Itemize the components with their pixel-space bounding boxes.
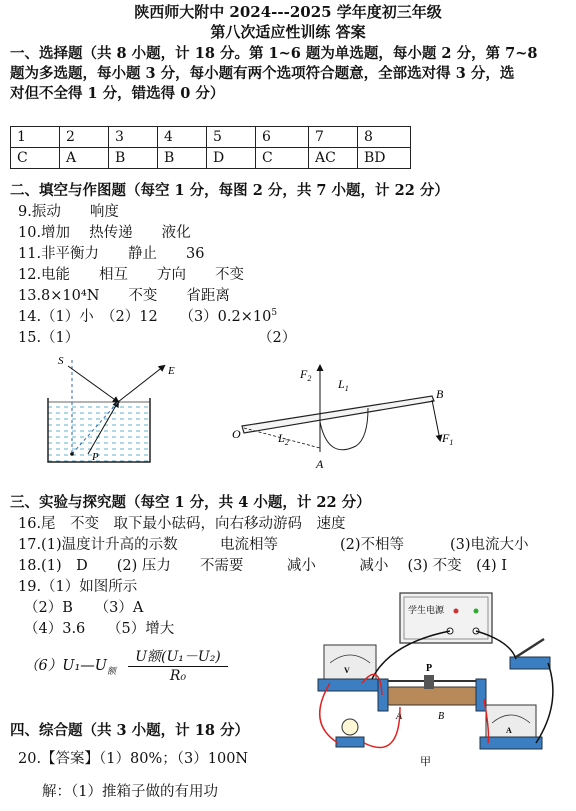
label-l1: $L_1$ — [338, 377, 349, 393]
wire-lamp-rheostat — [364, 707, 400, 748]
reflected-ray — [118, 366, 164, 402]
section1-heading-line2: 题为多选题，每小题 3 分，每小题有两个选项符合题意，全部选对得 3 分，选 — [10, 65, 515, 82]
lever-bar — [242, 396, 434, 433]
section1-heading-line3: 对但不全得 1 分，错选得 0 分） — [10, 85, 225, 102]
lever-diagram — [228, 360, 478, 475]
voltmeter — [324, 645, 376, 681]
page-subtitle: 第八次适应性训练 答案 — [210, 23, 366, 41]
answer-cell: B — [109, 148, 158, 169]
answer-q19-6-text: （6）U₁—U — [24, 658, 107, 674]
formula-numerator: U额(U₁－U₂) — [128, 646, 228, 667]
power-supply-box — [400, 593, 492, 643]
rheostat-slider — [424, 675, 434, 689]
answer-q15-part1: 15.（1） — [18, 330, 80, 346]
answer-table — [10, 126, 411, 169]
svg-text:A: A — [506, 726, 512, 735]
answer-q20: 20.【答案】（1）80%；（3）100N — [18, 751, 249, 767]
circuit-caption: 甲 — [420, 756, 431, 768]
answer-cell: C — [11, 148, 60, 169]
voltmeter-base — [318, 679, 382, 691]
answer-cell: B — [158, 148, 207, 169]
answer-q13: 13.8×10⁴N 不变 省距离 — [18, 288, 230, 304]
wire-voltmeter-lamp — [320, 683, 338, 743]
answer-q19-2: （2）B （3）A — [24, 600, 144, 616]
answer-q17-part3: (2)不相等 — [340, 537, 405, 553]
answer-q17-part2: 电流相等 — [220, 537, 278, 553]
question-number-cell: 7 — [309, 127, 358, 148]
circuit-diagram — [300, 583, 568, 773]
label-p: P — [92, 451, 99, 463]
answer-cell: BD — [358, 148, 411, 169]
section3-heading: 三、实验与探究题（每空 1 分，共 4 小题，计 22 分） — [10, 494, 371, 511]
svg-text:V: V — [344, 666, 350, 675]
page-title: 陕西师大附中 2024---2025 学年度初三年级 — [134, 3, 442, 21]
lamp-bulb — [342, 719, 358, 735]
question-number-cell: 5 — [207, 127, 256, 148]
answer-q17-part1: 17.(1)温度计升高的示数 — [18, 537, 178, 553]
answer-q20-solution: 解：（1）推箱子做的有用功 — [42, 784, 218, 800]
answer-q14 — [18, 307, 277, 327]
answer-cell: A — [60, 148, 109, 169]
refraction-diagram — [40, 350, 200, 470]
image-point — [70, 452, 74, 456]
water-region — [48, 402, 150, 462]
question-number-cell: 2 — [60, 127, 109, 148]
answer-q11: 11.非平衡力 静止 36 — [18, 246, 205, 262]
wire-switch-ammeter — [536, 663, 553, 743]
answer-q12: 12.电能 相互 方向 不变 — [18, 267, 245, 283]
answer-q15-part2: （2） — [258, 330, 297, 346]
label-f2: $F_2$ — [300, 367, 312, 383]
rheostat-label-p: P — [426, 663, 433, 674]
rheostat-label-a: A — [396, 711, 403, 722]
answer-q19-6 — [24, 656, 116, 676]
answer-q17-part4: (3)电流大小 — [450, 537, 529, 553]
section4-heading: 四、综合题（共 3 小题，计 18 分） — [10, 722, 249, 739]
answer-q19-4: （4）3.6 （5）增大 — [24, 621, 175, 637]
answer-q18: 18.(1) D (2) 压力 不需要 减小 减小 (3) 不变 (4) I — [18, 558, 508, 574]
answer-q14-exponent: 5 — [271, 308, 278, 319]
ammeter-base — [480, 737, 542, 749]
answer-cell: D — [207, 148, 256, 169]
label-o: O — [232, 427, 241, 441]
formula-denominator: R₀ — [169, 668, 187, 684]
question-number-cell: 6 — [256, 127, 309, 148]
label-a: A — [316, 457, 324, 471]
label-l2: $L_2$ — [278, 431, 289, 447]
label-e: E — [168, 365, 175, 377]
switch-lever — [516, 639, 544, 657]
rheostat-coil — [384, 687, 480, 705]
answer-q10: 10.增加 热传递 液化 — [18, 225, 191, 241]
power-supply-label: 学生电源 — [408, 605, 445, 615]
force-f1-arrow — [432, 400, 440, 440]
answer-q19-1: 19.（1）如图所示 — [18, 579, 138, 595]
section1-heading: 一、选择题（共 8 小题，计 18 分。第 1~6 题为单选题，每小题 2 分，第 7~8 — [10, 45, 538, 62]
label-f1: $F_1$ — [442, 431, 454, 447]
answer-q16: 16.尾 不变 取下最小砝码，向右移动游码 速度 — [18, 516, 346, 532]
incident-ray — [68, 366, 118, 402]
rheostat-label-b: B — [438, 711, 445, 722]
label-b: B — [436, 387, 444, 401]
answer-table-header-row — [11, 127, 411, 148]
answer-q19-6-subscript: 额 — [106, 666, 116, 677]
answer-q9: 9.振动 响度 — [18, 204, 119, 220]
answer-q14-text: 14.（1）小 （2）12 （3）0.2×10 — [18, 309, 272, 325]
lamp-base — [336, 737, 364, 747]
question-number-cell: 1 — [11, 127, 60, 148]
answer-cell: AC — [309, 148, 358, 169]
question-number-cell: 4 — [158, 127, 207, 148]
power-indicator-green — [474, 609, 479, 614]
section2-heading: 二、填空与作图题（每空 1 分，每图 2 分，共 7 小题，计 22 分） — [10, 182, 449, 199]
question-number-cell: 8 — [358, 127, 411, 148]
label-s: S — [58, 355, 64, 367]
power-indicator-red — [454, 609, 459, 614]
question-number-cell: 3 — [109, 127, 158, 148]
answer-table-answer-row — [11, 148, 411, 169]
answer-cell: C — [256, 148, 309, 169]
